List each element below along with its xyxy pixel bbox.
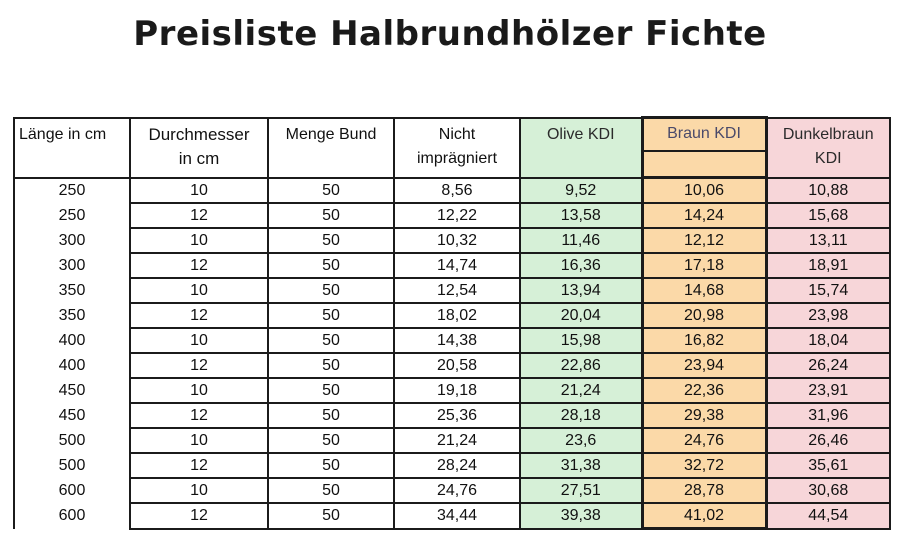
header-braun-kdi — [642, 118, 766, 178]
header-braun-label: Braun KDI — [667, 125, 741, 142]
cell-dunkelbraun-kdi: 18,91 — [766, 253, 890, 278]
header-dunkelbraun-kdi — [766, 118, 890, 178]
cell-durchmesser: 10 — [130, 228, 268, 253]
cell-nicht-impraegniert: 14,38 — [394, 328, 520, 353]
cell-dunkelbraun-kdi: 23,98 — [766, 303, 890, 328]
cell-laenge: 300 — [14, 253, 130, 278]
cell-menge: 50 — [268, 503, 394, 529]
cell-nicht-impraegniert: 19,18 — [394, 378, 520, 403]
table-row — [14, 503, 890, 529]
cell-nicht-impraegniert: 8,56 — [394, 178, 520, 204]
cell-olive-kdi: 11,46 — [520, 228, 642, 253]
table-row — [14, 403, 890, 428]
cell-menge: 50 — [268, 253, 394, 278]
price-table-body — [14, 178, 890, 529]
cell-durchmesser: 10 — [130, 428, 268, 453]
cell-durchmesser: 12 — [130, 303, 268, 328]
cell-menge: 50 — [268, 478, 394, 503]
cell-olive-kdi: 16,36 — [520, 253, 642, 278]
cell-dunkelbraun-kdi: 26,24 — [766, 353, 890, 378]
cell-dunkelbraun-kdi: 35,61 — [766, 453, 890, 478]
cell-menge: 50 — [268, 428, 394, 453]
cell-durchmesser: 10 — [130, 478, 268, 503]
cell-olive-kdi: 13,58 — [520, 203, 642, 228]
table-row — [14, 178, 890, 204]
table-row — [14, 478, 890, 503]
cell-durchmesser: 12 — [130, 403, 268, 428]
cell-menge: 50 — [268, 378, 394, 403]
cell-olive-kdi: 13,94 — [520, 278, 642, 303]
cell-menge: 50 — [268, 178, 394, 204]
cell-laenge: 500 — [14, 428, 130, 453]
cell-braun-kdi: 17,18 — [642, 253, 766, 278]
cell-durchmesser: 10 — [130, 328, 268, 353]
cell-menge: 50 — [268, 278, 394, 303]
cell-olive-kdi: 39,38 — [520, 503, 642, 529]
cell-dunkelbraun-kdi: 10,88 — [766, 178, 890, 204]
cell-durchmesser: 10 — [130, 378, 268, 403]
cell-braun-kdi: 24,76 — [642, 428, 766, 453]
cell-durchmesser: 10 — [130, 178, 268, 204]
header-menge-label: Menge Bund — [285, 125, 377, 143]
cell-braun-kdi: 10,06 — [642, 178, 766, 204]
cell-durchmesser: 12 — [130, 503, 268, 529]
cell-menge: 50 — [268, 228, 394, 253]
cell-nicht-impraegniert: 10,32 — [394, 228, 520, 253]
cell-braun-kdi: 28,78 — [642, 478, 766, 503]
header-laenge-label: Länge in cm — [19, 125, 107, 143]
cell-dunkelbraun-kdi: 44,54 — [766, 503, 890, 529]
cell-olive-kdi: 21,24 — [520, 378, 642, 403]
table-row — [14, 328, 890, 353]
cell-nicht-impraegniert: 34,44 — [394, 503, 520, 529]
header-row — [14, 118, 890, 178]
cell-laenge: 500 — [14, 453, 130, 478]
header-dunkel-line2: KDI — [814, 149, 842, 167]
cell-laenge: 300 — [14, 228, 130, 253]
cell-dunkelbraun-kdi: 30,68 — [766, 478, 890, 503]
cell-olive-kdi: 27,51 — [520, 478, 642, 503]
cell-durchmesser: 12 — [130, 353, 268, 378]
table-row — [14, 428, 890, 453]
cell-laenge: 250 — [14, 203, 130, 228]
cell-menge: 50 — [268, 328, 394, 353]
cell-durchmesser: 12 — [130, 453, 268, 478]
cell-olive-kdi: 9,52 — [520, 178, 642, 204]
cell-nicht-impraegniert: 14,74 — [394, 253, 520, 278]
cell-laenge: 450 — [14, 378, 130, 403]
cell-laenge: 350 — [14, 303, 130, 328]
cell-braun-kdi: 29,38 — [642, 403, 766, 428]
header-olive-label: Olive KDI — [546, 125, 615, 143]
cell-braun-kdi: 14,68 — [642, 278, 766, 303]
cell-laenge: 600 — [14, 478, 130, 503]
cell-braun-kdi: 41,02 — [642, 503, 766, 529]
cell-durchmesser: 12 — [130, 203, 268, 228]
cell-braun-kdi: 16,82 — [642, 328, 766, 353]
cell-dunkelbraun-kdi: 15,68 — [766, 203, 890, 228]
cell-nicht-impraegniert: 12,22 — [394, 203, 520, 228]
table-row — [14, 353, 890, 378]
header-nicht-impraegniert — [394, 118, 520, 178]
cell-braun-kdi: 14,24 — [642, 203, 766, 228]
cell-braun-kdi: 23,94 — [642, 353, 766, 378]
table-row — [14, 253, 890, 278]
header-nicht-line1: Nicht — [438, 125, 476, 143]
table-row — [14, 453, 890, 478]
cell-menge: 50 — [268, 453, 394, 478]
cell-laenge: 250 — [14, 178, 130, 204]
header-olive-kdi — [520, 118, 642, 178]
header-laenge — [14, 118, 130, 178]
header-dunkel-line1: Dunkelbraun — [782, 125, 874, 143]
header-nicht-line2: imprägniert — [416, 149, 498, 167]
cell-menge: 50 — [268, 203, 394, 228]
cell-nicht-impraegniert: 12,54 — [394, 278, 520, 303]
header-durchmesser-line2: in cm — [178, 148, 220, 168]
cell-menge: 50 — [268, 353, 394, 378]
cell-laenge: 600 — [14, 503, 130, 529]
cell-dunkelbraun-kdi: 15,74 — [766, 278, 890, 303]
cell-braun-kdi: 20,98 — [642, 303, 766, 328]
cell-menge: 50 — [268, 403, 394, 428]
cell-braun-kdi: 12,12 — [642, 228, 766, 253]
header-durchmesser-line1: Durchmesser — [148, 124, 250, 144]
cell-braun-kdi: 22,36 — [642, 378, 766, 403]
cell-laenge: 400 — [14, 353, 130, 378]
price-table — [13, 116, 891, 530]
cell-dunkelbraun-kdi: 23,91 — [766, 378, 890, 403]
cell-nicht-impraegniert: 20,58 — [394, 353, 520, 378]
cell-menge: 50 — [268, 303, 394, 328]
cell-olive-kdi: 20,04 — [520, 303, 642, 328]
cell-laenge: 450 — [14, 403, 130, 428]
cell-olive-kdi: 15,98 — [520, 328, 642, 353]
cell-nicht-impraegniert: 24,76 — [394, 478, 520, 503]
page-title: Preisliste Halbrundhölzer Fichte — [133, 14, 767, 54]
table-row — [14, 378, 890, 403]
cell-dunkelbraun-kdi: 13,11 — [766, 228, 890, 253]
header-durchmesser — [130, 118, 268, 178]
table-row — [14, 203, 890, 228]
cell-nicht-impraegniert: 21,24 — [394, 428, 520, 453]
cell-dunkelbraun-kdi: 18,04 — [766, 328, 890, 353]
table-row — [14, 228, 890, 253]
header-menge — [268, 118, 394, 178]
price-table-header — [14, 118, 890, 178]
cell-dunkelbraun-kdi: 31,96 — [766, 403, 890, 428]
cell-olive-kdi: 22,86 — [520, 353, 642, 378]
cell-dunkelbraun-kdi: 26,46 — [766, 428, 890, 453]
cell-durchmesser: 12 — [130, 253, 268, 278]
table-row — [14, 278, 890, 303]
table-row — [14, 303, 890, 328]
cell-olive-kdi: 31,38 — [520, 453, 642, 478]
cell-olive-kdi: 23,6 — [520, 428, 642, 453]
cell-laenge: 400 — [14, 328, 130, 353]
cell-laenge: 350 — [14, 278, 130, 303]
cell-nicht-impraegniert: 18,02 — [394, 303, 520, 328]
cell-nicht-impraegniert: 28,24 — [394, 453, 520, 478]
cell-durchmesser: 10 — [130, 278, 268, 303]
cell-olive-kdi: 28,18 — [520, 403, 642, 428]
cell-nicht-impraegniert: 25,36 — [394, 403, 520, 428]
header-braun-divider — [644, 150, 765, 174]
cell-braun-kdi: 32,72 — [642, 453, 766, 478]
